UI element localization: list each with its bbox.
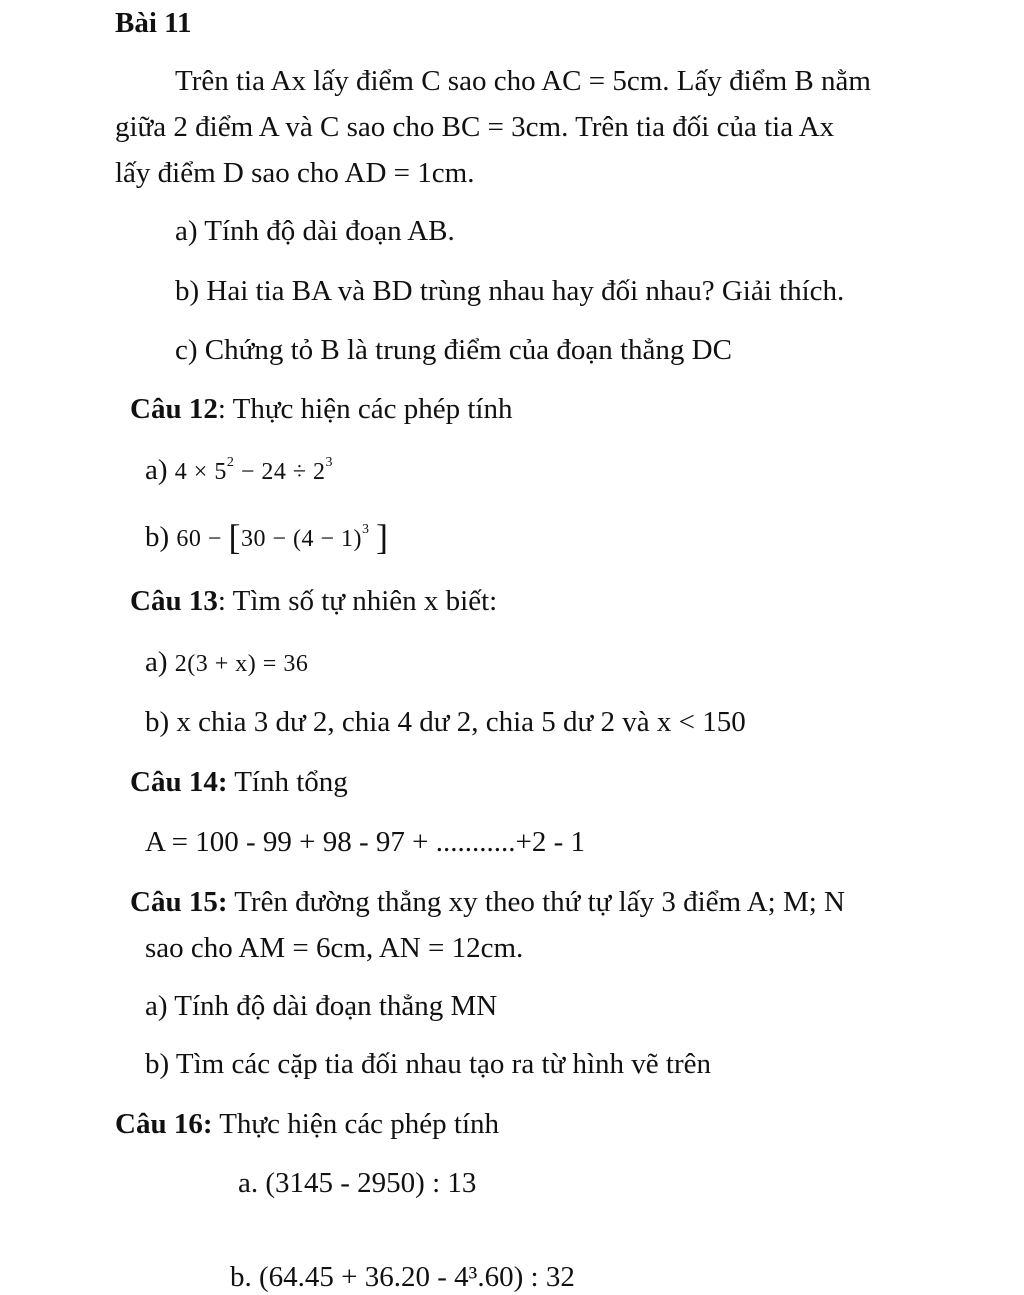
bai11-paragraph-line-2: giữa 2 điểm A và C sao cho BC = 3cm. Trên tia đối của tia Ax — [115, 111, 835, 143]
question-14-expression: A = 100 - 99 + 98 - 97 + ...........+2 - 1 — [145, 826, 585, 858]
question-12-part-b — [145, 518, 389, 555]
question-13-heading — [130, 584, 497, 619]
question-13-label: Câu 13 — [130, 585, 218, 617]
question-14-label: Câu 14: — [130, 766, 228, 798]
bai11-paragraph-line-1: Trên tia Ax lấy điểm C sao cho AC = 5cm. Lấy điểm B nằm — [175, 65, 871, 97]
q12a-expression: $4 \times 5^2 - 24 \div 2^3$ — [174, 455, 334, 485]
question-14-text: Tính tổng — [227, 766, 348, 798]
question-12-part-a — [145, 453, 333, 488]
question-13-part-b: b) x chia 3 dư 2, chia 4 dư 2, chia 5 dư 2 và x < 150 — [145, 706, 746, 738]
bai11-paragraph-line-3: lấy điểm D sao cho AD = 1cm. — [115, 157, 475, 189]
question-15-label: Câu 15: — [130, 886, 228, 918]
question-15-part-b: b) Tìm các cặp tia đối nhau tạo ra từ hình vẽ trên — [145, 1048, 711, 1080]
question-16-part-a: a. (3145 - 2950) : 13 — [238, 1167, 477, 1199]
question-12-heading — [130, 392, 512, 427]
q12b-expression: $60 - [30 - (4 - 1)^3$ ] — [176, 517, 389, 557]
q13a-expression: 2(3 + x) = 36 — [174, 651, 309, 677]
question-15-part-a: a) Tính độ dài đoạn thẳng MN — [145, 990, 498, 1022]
question-15-heading — [130, 885, 845, 920]
question-12-label: Câu 12 — [130, 393, 218, 425]
question-16-heading — [115, 1107, 499, 1142]
bai11-item-c: c) Chứng tỏ B là trung điểm của đoạn thẳng DC — [175, 334, 732, 366]
question-15-text-line-2: sao cho AM = 6cm, AN = 12cm. — [145, 932, 524, 964]
bai11-item-a: a) Tính độ dài đoạn AB. — [175, 215, 455, 247]
question-13-text: : Tìm số tự nhiên x biết: — [217, 585, 498, 617]
question-14-heading — [130, 765, 348, 800]
question-12-text: : Thực hiện các phép tính — [217, 393, 513, 425]
bai11-item-b: b) Hai tia BA và BD trùng nhau hay đối nhau? Giải thích. — [175, 275, 845, 307]
question-13-part-a — [145, 645, 308, 680]
question-16-label: Câu 16: — [115, 1108, 213, 1140]
exercise-title-bai-11: Bài 11 — [115, 7, 192, 39]
q13a-prefix: a) — [145, 646, 168, 678]
question-16-text: Thực hiện các phép tính — [212, 1108, 500, 1140]
q12a-prefix: a) — [145, 454, 168, 486]
question-15-text: Trên đường thẳng xy theo thứ tự lấy 3 điểm A; M; N — [227, 886, 845, 918]
question-16-part-b-clipped: b. (64.45 + 36.20 - 4³.60) : 32 — [230, 1261, 575, 1293]
q12b-prefix: b) — [145, 521, 170, 553]
